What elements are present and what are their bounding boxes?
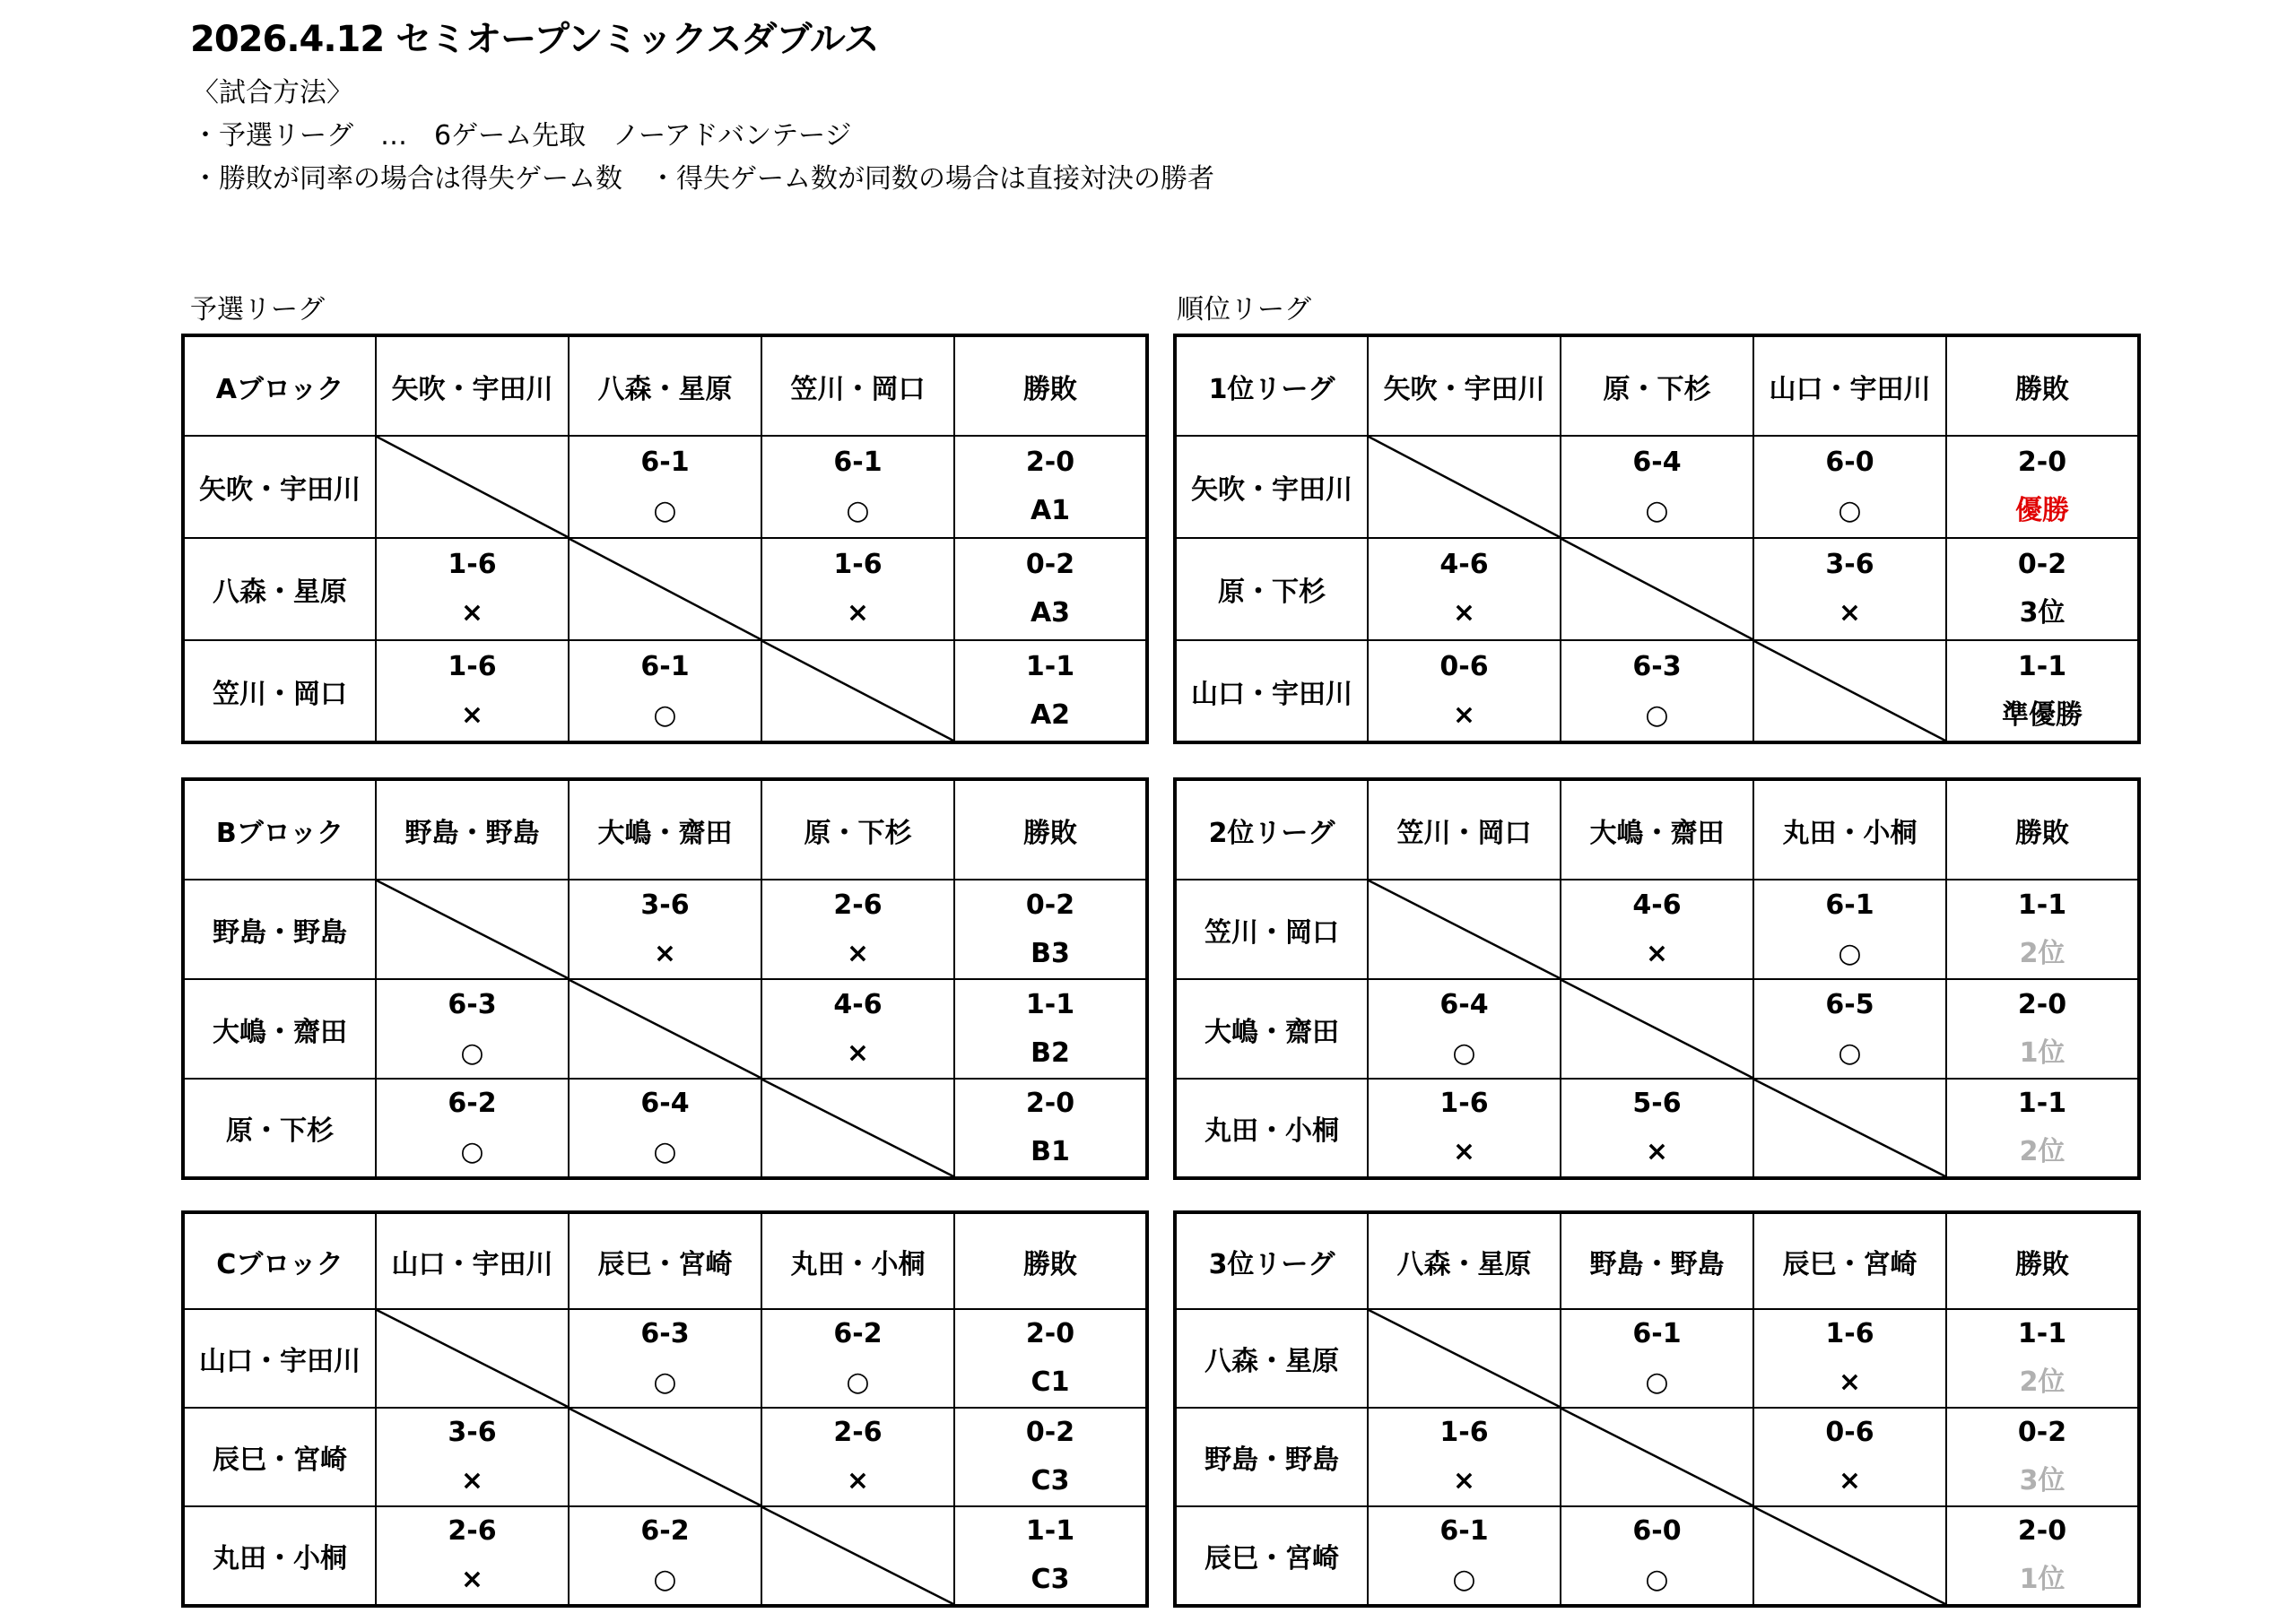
match-score: 1-6	[448, 650, 497, 682]
match-score: 6-3	[1632, 650, 1682, 682]
rank-label: A2	[1030, 698, 1071, 731]
loss-mark: ×	[1645, 1136, 1669, 1167]
opponent-header: 笠川・岡口	[761, 335, 954, 436]
self-match-cell	[569, 979, 761, 1079]
match-score: 2-6	[833, 1417, 883, 1448]
self-match-cell	[1753, 1079, 1946, 1178]
rank-label: 1位	[2019, 1564, 2066, 1595]
match-score: 6-4	[1439, 988, 1489, 1020]
record-header: 勝敗	[1946, 779, 2139, 880]
win-mark: ○	[460, 1136, 484, 1167]
loss-mark: ×	[1452, 1136, 1476, 1167]
loss-mark: ×	[1645, 937, 1669, 969]
win-mark: ○	[653, 1136, 677, 1167]
loss-mark: ×	[1838, 1465, 1862, 1496]
match-result	[1368, 1408, 1561, 1506]
team-name: 大嶋・齋田	[1175, 979, 1368, 1079]
match-score: 6-1	[640, 650, 690, 682]
win-mark: ○	[1645, 1366, 1669, 1398]
match-result	[1368, 1506, 1561, 1606]
record-cell	[1946, 640, 2139, 742]
table-row	[1175, 640, 2139, 742]
win-loss-record: 1-1	[1025, 1515, 1075, 1547]
table-row	[183, 1309, 1147, 1408]
match-score: 1-6	[833, 549, 883, 580]
match-result	[1561, 1506, 1753, 1606]
self-match-cell	[761, 1079, 954, 1178]
match-result	[761, 1309, 954, 1408]
rank-label: 準優勝	[2002, 698, 2083, 731]
self-match-cell	[376, 880, 569, 979]
rank-label: A3	[1030, 597, 1071, 629]
opponent-header: 原・下杉	[1561, 335, 1753, 436]
match-rules	[192, 72, 1214, 201]
record-header: 勝敗	[1946, 1212, 2139, 1309]
win-mark: ○	[1452, 1564, 1476, 1595]
opponent-header: 丸田・小桐	[1753, 779, 1946, 880]
match-score: 6-4	[1632, 447, 1682, 478]
win-mark: ○	[1838, 1037, 1862, 1069]
match-result	[1753, 979, 1946, 1079]
team-name: 原・下杉	[183, 1079, 376, 1178]
match-result	[1561, 640, 1753, 742]
win-loss-record: 2-0	[1025, 1088, 1075, 1119]
match-score: 2-6	[448, 1515, 497, 1547]
team-name: 野島・野島	[183, 880, 376, 979]
match-score: 0-6	[1825, 1417, 1874, 1448]
match-result	[376, 1506, 569, 1606]
self-match-cell	[1368, 1309, 1561, 1408]
rank-label: 1位	[2019, 1037, 2066, 1069]
table-row	[183, 538, 1147, 640]
win-mark: ○	[653, 698, 677, 731]
match-result	[376, 1079, 569, 1178]
opponent-header: 矢吹・宇田川	[376, 335, 569, 436]
rank-label: C3	[1031, 1564, 1070, 1595]
record-header: 勝敗	[1946, 335, 2139, 436]
win-mark: ○	[1838, 495, 1862, 526]
match-result	[376, 640, 569, 742]
loss-mark: ×	[653, 937, 677, 969]
block-label: Cブロック	[183, 1212, 376, 1309]
record-cell	[954, 640, 1147, 742]
opponent-header: 野島・野島	[376, 779, 569, 880]
self-match-cell	[1561, 979, 1753, 1079]
rank-label: 2位	[2019, 1136, 2066, 1167]
record-cell	[1946, 1309, 2139, 1408]
table-row	[1175, 1309, 2139, 1408]
self-match-cell	[1753, 1506, 1946, 1606]
table-row	[183, 1408, 1147, 1506]
self-match-cell	[569, 1408, 761, 1506]
loss-mark: ×	[1452, 1465, 1476, 1496]
team-name: 山口・宇田川	[1175, 640, 1368, 742]
match-result	[1753, 1309, 1946, 1408]
match-score: 6-2	[640, 1515, 690, 1547]
win-mark: ○	[653, 1366, 677, 1398]
table-row	[183, 880, 1147, 979]
self-match-cell	[761, 1506, 954, 1606]
record-header: 勝敗	[954, 779, 1147, 880]
match-result	[761, 538, 954, 640]
record-cell	[1946, 880, 2139, 979]
match-result	[1368, 979, 1561, 1079]
table-row	[1175, 1408, 2139, 1506]
win-mark: ○	[1645, 495, 1669, 526]
opponent-header: 山口・宇田川	[1753, 335, 1946, 436]
win-loss-record: 0-2	[1025, 889, 1075, 921]
table-row	[1175, 1506, 2139, 1606]
match-score: 6-1	[1632, 1318, 1682, 1349]
self-match-cell	[376, 1309, 569, 1408]
record-cell	[954, 979, 1147, 1079]
rank-label: 3位	[2019, 1465, 2066, 1496]
rank-label: 優勝	[2015, 495, 2069, 526]
match-score: 6-5	[1825, 988, 1874, 1020]
match-score: 6-3	[448, 988, 497, 1020]
team-name: 笠川・岡口	[183, 640, 376, 742]
match-score: 5-6	[1632, 1088, 1682, 1119]
match-result	[569, 1079, 761, 1178]
rank-label: 2位	[2019, 937, 2066, 969]
section-label-ranking: 順位リーグ	[1177, 294, 1311, 325]
match-result	[1368, 1079, 1561, 1178]
match-score: 2-6	[833, 889, 883, 921]
match-result	[761, 880, 954, 979]
record-cell	[954, 1079, 1147, 1178]
block-label: 1位リーグ	[1175, 335, 1368, 436]
record-cell	[954, 1506, 1147, 1606]
opponent-header: 八森・星原	[569, 335, 761, 436]
opponent-header: 丸田・小桐	[761, 1212, 954, 1309]
block-label: 3位リーグ	[1175, 1212, 1368, 1309]
win-mark: ○	[846, 495, 870, 526]
match-score: 6-4	[640, 1088, 690, 1119]
loss-mark: ×	[460, 1465, 484, 1496]
match-score: 6-0	[1825, 447, 1874, 478]
win-mark: ○	[653, 1564, 677, 1595]
team-name: 大嶋・齋田	[183, 979, 376, 1079]
team-name: 丸田・小桐	[1175, 1079, 1368, 1178]
team-name: 原・下杉	[1175, 538, 1368, 640]
match-score: 1-6	[1439, 1088, 1489, 1119]
table-row	[183, 979, 1147, 1079]
record-header: 勝敗	[954, 335, 1147, 436]
team-name: 八森・星原	[183, 538, 376, 640]
league-table-c	[181, 1210, 1149, 1608]
match-score: 6-0	[1632, 1515, 1682, 1547]
win-loss-record: 0-2	[2017, 1417, 2067, 1448]
block-label: Bブロック	[183, 779, 376, 880]
opponent-header: 野島・野島	[1561, 1212, 1753, 1309]
match-result	[569, 880, 761, 979]
match-score: 1-6	[1439, 1417, 1489, 1448]
rank-label: B1	[1031, 1136, 1070, 1167]
team-name: 笠川・岡口	[1175, 880, 1368, 979]
self-match-cell	[1368, 880, 1561, 979]
team-name: 矢吹・宇田川	[1175, 436, 1368, 538]
win-loss-record: 1-1	[2017, 1088, 2067, 1119]
match-result	[761, 979, 954, 1079]
record-cell	[1946, 1408, 2139, 1506]
match-score: 0-6	[1439, 650, 1489, 682]
self-match-cell	[1561, 538, 1753, 640]
rules-line-1: ・予選リーグ … 6ゲーム先取 ノーアドバンテージ	[192, 120, 852, 152]
win-mark: ○	[1645, 698, 1669, 731]
page-title: 2026.4.12 セミオープンミックスダブルス	[190, 19, 879, 60]
loss-mark: ×	[846, 937, 870, 969]
loss-mark: ×	[846, 597, 870, 629]
match-result	[376, 538, 569, 640]
rules-line-2: ・勝敗が同率の場合は得失ゲーム数 ・得失ゲーム数が同数の場合は直接対決の勝者	[192, 163, 1214, 195]
team-name: 山口・宇田川	[183, 1309, 376, 1408]
record-cell	[1946, 1079, 2139, 1178]
team-name: 八森・星原	[1175, 1309, 1368, 1408]
win-mark: ○	[1452, 1037, 1476, 1069]
league-table-b	[181, 777, 1149, 1180]
loss-mark: ×	[460, 597, 484, 629]
loss-mark: ×	[846, 1037, 870, 1069]
match-score: 6-1	[640, 447, 690, 478]
win-loss-record: 2-0	[1025, 447, 1075, 478]
win-loss-record: 2-0	[2017, 447, 2067, 478]
win-mark: ○	[1838, 937, 1862, 969]
block-label: 2位リーグ	[1175, 779, 1368, 880]
match-result	[1561, 1079, 1753, 1178]
opponent-header: 矢吹・宇田川	[1368, 335, 1561, 436]
rank-label: C3	[1031, 1465, 1070, 1496]
match-score: 1-6	[1825, 1318, 1874, 1349]
rank-label: 3位	[2019, 597, 2066, 629]
rank-label: A1	[1030, 495, 1071, 526]
loss-mark: ×	[460, 698, 484, 731]
loss-mark: ×	[1452, 698, 1476, 731]
match-result	[1561, 880, 1753, 979]
match-score: 6-1	[1825, 889, 1874, 921]
record-header: 勝敗	[954, 1212, 1147, 1309]
match-score: 6-1	[1439, 1515, 1489, 1547]
rank-label: B2	[1031, 1037, 1070, 1069]
opponent-header: 大嶋・齋田	[1561, 779, 1753, 880]
team-name: 辰巳・宮崎	[183, 1408, 376, 1506]
win-mark: ○	[1645, 1564, 1669, 1595]
match-result	[376, 979, 569, 1079]
match-result	[761, 436, 954, 538]
win-loss-record: 2-0	[2017, 988, 2067, 1020]
match-score: 4-6	[1632, 889, 1682, 921]
win-loss-record: 2-0	[2017, 1515, 2067, 1547]
league-table-r2	[1173, 777, 2141, 1180]
opponent-header: 八森・星原	[1368, 1212, 1561, 1309]
match-result	[376, 1408, 569, 1506]
team-name: 野島・野島	[1175, 1408, 1368, 1506]
rank-label: B3	[1031, 937, 1070, 969]
league-table-a	[181, 334, 1149, 744]
table-row	[1175, 436, 2139, 538]
self-match-cell	[1561, 1408, 1753, 1506]
loss-mark: ×	[846, 1465, 870, 1496]
match-score: 6-3	[640, 1318, 690, 1349]
match-result	[1368, 538, 1561, 640]
record-cell	[954, 1309, 1147, 1408]
win-loss-record: 1-1	[2017, 1318, 2067, 1349]
table-row	[183, 1079, 1147, 1178]
match-score: 3-6	[640, 889, 690, 921]
team-name: 辰巳・宮崎	[1175, 1506, 1368, 1606]
match-score: 6-2	[448, 1088, 497, 1119]
opponent-header: 大嶋・齋田	[569, 779, 761, 880]
record-cell	[1946, 538, 2139, 640]
match-score: 3-6	[448, 1417, 497, 1448]
win-mark: ○	[846, 1366, 870, 1398]
team-name: 矢吹・宇田川	[183, 436, 376, 538]
match-score: 6-2	[833, 1318, 883, 1349]
record-cell	[1946, 1506, 2139, 1606]
match-score: 3-6	[1825, 549, 1874, 580]
match-result	[1561, 436, 1753, 538]
match-result	[1753, 436, 1946, 538]
record-cell	[954, 1408, 1147, 1506]
match-score: 4-6	[833, 988, 883, 1020]
record-cell	[954, 538, 1147, 640]
opponent-header: 辰巳・宮崎	[569, 1212, 761, 1309]
section-label-preliminary: 予選リーグ	[190, 294, 325, 325]
opponent-header: 山口・宇田川	[376, 1212, 569, 1309]
loss-mark: ×	[1452, 597, 1476, 629]
table-row	[1175, 880, 2139, 979]
match-result	[569, 1506, 761, 1606]
self-match-cell	[1753, 640, 1946, 742]
match-result	[1753, 1408, 1946, 1506]
match-score: 4-6	[1439, 549, 1489, 580]
match-result	[1561, 1309, 1753, 1408]
loss-mark: ×	[1838, 1366, 1862, 1398]
match-result	[761, 1408, 954, 1506]
record-cell	[1946, 979, 2139, 1079]
table-row	[183, 436, 1147, 538]
win-loss-record: 0-2	[1025, 1417, 1075, 1448]
table-row	[183, 640, 1147, 742]
match-score: 6-1	[833, 447, 883, 478]
match-result	[569, 436, 761, 538]
record-cell	[954, 436, 1147, 538]
self-match-cell	[1368, 436, 1561, 538]
win-mark: ○	[653, 495, 677, 526]
loss-mark: ×	[460, 1564, 484, 1595]
team-name: 丸田・小桐	[183, 1506, 376, 1606]
match-score: 1-6	[448, 549, 497, 580]
self-match-cell	[569, 538, 761, 640]
rules-heading: 〈試合方法〉	[192, 77, 353, 108]
match-result	[1753, 880, 1946, 979]
record-cell	[954, 880, 1147, 979]
self-match-cell	[376, 436, 569, 538]
table-row	[1175, 538, 2139, 640]
self-match-cell	[761, 640, 954, 742]
match-result	[569, 1309, 761, 1408]
table-row	[1175, 979, 2139, 1079]
match-result	[569, 640, 761, 742]
opponent-header: 辰巳・宮崎	[1753, 1212, 1946, 1309]
rank-label: 2位	[2019, 1366, 2066, 1398]
win-loss-record: 0-2	[1025, 549, 1075, 580]
loss-mark: ×	[1838, 597, 1862, 629]
win-loss-record: 1-1	[2017, 650, 2067, 682]
win-loss-record: 2-0	[1025, 1318, 1075, 1349]
win-loss-record: 0-2	[2017, 549, 2067, 580]
block-label: Aブロック	[183, 335, 376, 436]
win-mark: ○	[460, 1037, 484, 1069]
match-result	[1753, 538, 1946, 640]
record-cell	[1946, 436, 2139, 538]
win-loss-record: 1-1	[2017, 889, 2067, 921]
opponent-header: 原・下杉	[761, 779, 954, 880]
win-loss-record: 1-1	[1025, 650, 1075, 682]
rank-label: C1	[1031, 1366, 1070, 1398]
match-result	[1368, 640, 1561, 742]
table-row	[1175, 1079, 2139, 1178]
league-table-r1	[1173, 334, 2141, 744]
opponent-header: 笠川・岡口	[1368, 779, 1561, 880]
league-table-r3	[1173, 1210, 2141, 1608]
win-loss-record: 1-1	[1025, 988, 1075, 1020]
table-row	[183, 1506, 1147, 1606]
